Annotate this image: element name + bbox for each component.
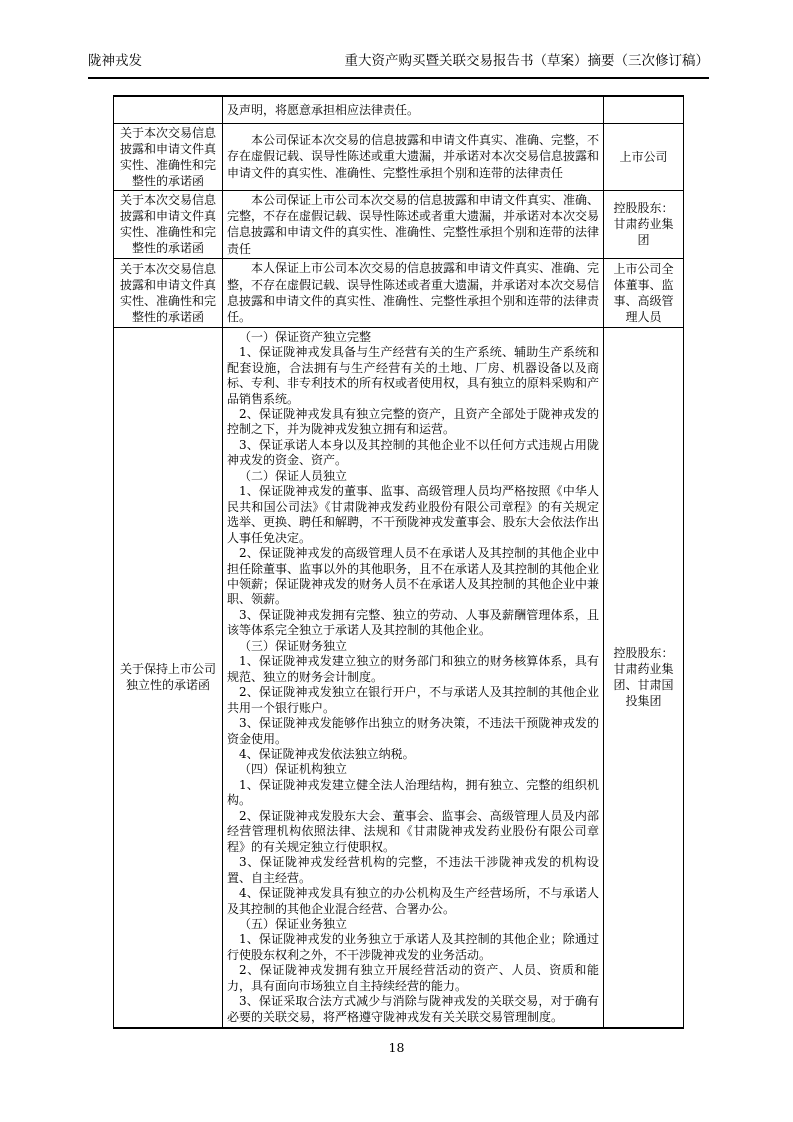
content-paragraph: 3、保证陇神戎发能够作出独立的财务决策，不违法干预陇神戎发的资金使用。 (227, 716, 599, 746)
content-paragraph: 2、保证陇神戎发具有独立完整的资产，且资产全部处于陇神戎发的控制之下，并为陇神戎发独立拥有和运营。 (227, 407, 599, 437)
content-paragraph: 1、保证陇神戎发建立独立的财务部门和独立的财务核算体系，具有规范、独立的财务会计制度。 (227, 654, 599, 684)
content-paragraph: 3、保证采取合法方式减少与消除与陇神戎发的关联交易，对于确有必要的关联交易，将严格遵守陇神戎发有关关联交易管理制度。 (227, 994, 599, 1024)
content-paragraph: 本公司保证上市公司本次交易的信息披露和申请文件真实、准确、完整，不存在虚假记载、误导性陈述或者重大遗漏，并承诺对本次交易信息披露和申请文件的真实性、准确性、完整性承担个别和连带的法律责任 (227, 192, 600, 256)
page-header (88, 53, 709, 70)
commitment-name-cell: 关于本次交易信息披露和申请文件真实性、准确性和完整性的承诺函 (114, 190, 223, 259)
content-paragraph: 1、保证陇神戎发的董事、监事、高级管理人员均严格按照《中华人民共和国公司法》《甘肃陇神戎发药业股份有限公司章程》的有关规定选举、更换、聘任和解聘，不干预陇神戎发董事会、股东大会依法作出人事任免决定。 (227, 484, 600, 545)
commitment-name-cell: 关于保持上市公司独立性的承诺函 (114, 327, 223, 1028)
content-paragraph: 3、保证承诺人本身以及其控制的其他企业不以任何方式违规占用陇神戎发的资金、资产。 (227, 437, 599, 468)
page-number: 18 (388, 1040, 405, 1055)
content-paragraph: 1、保证陇神戎发的业务独立于承诺人及其控制的其他企业；除通过行使股东权利之外，不干涉陇神戎发的业务活动。 (227, 932, 599, 962)
commitment-content-cell (223, 259, 604, 328)
commitment-party-cell: 控股股东：甘肃药业集团、甘肃国投集团 (604, 327, 684, 1028)
content-paragraph: （一）保证资产独立完整 (239, 329, 372, 344)
header-divider (88, 77, 709, 79)
content-paragraph: 4、保证陇神戎发具有独立的办公机构及生产经营场所，不与承诺人及其控制的其他企业混合经营、合署办公。 (227, 886, 599, 916)
commitment-party-cell: 上市公司 (604, 123, 684, 190)
commitment-name-cell: 关于本次交易信息披露和申请文件真实性、准确性和完整性的承诺函 (114, 123, 223, 190)
content-paragraph: 4、保证陇神戎发依法独立纳税。 (239, 746, 415, 761)
header-report-title: 重大资产购买暨关联交易报告书（草案）摘要（三次修订稿） (344, 53, 709, 69)
content-paragraph: 1、保证陇神戎发建立健全法人治理结构，拥有独立、完整的组织机构。 (227, 777, 599, 808)
content-paragraph: （四）保证机构独立 (239, 762, 348, 777)
header-company-name: 陇神戎发 (88, 53, 142, 69)
content-paragraph: 3、保证陇神戎发拥有完整、独立的劳动、人事及薪酬管理体系，且该等体系完全独立于承诺人及其控制的其他企业。 (227, 607, 599, 638)
content-paragraph: 2、保证陇神戎发的高级管理人员不在承诺人及其控制的其他企业中担任除董事、监事以外的其他职务，且不在承诺人及其控制的其他企业中领薪；保证陇神戎发的财务人员不在承诺人及其控制的其他企业中兼职、领薪。 (227, 546, 600, 607)
content-paragraph: 2、保证陇神戎发拥有独立开展经营活动的资产、人员、资质和能力，具有面向市场独立自主持续经营的能力。 (227, 963, 599, 993)
table-row (114, 259, 684, 328)
commitment-name-cell: 关于本次交易信息披露和申请文件真实性、准确性和完整性的承诺函 (114, 259, 223, 328)
empty-party-cell (604, 96, 684, 123)
content-paragraph: 3、保证陇神戎发经营机构的完整，不违法干涉陇神戎发的机构设置、自主经营。 (227, 855, 599, 885)
content-paragraph: 1、保证陇神戎发具备与生产经营有关的生产系统、辅助生产系统和配套设施，合法拥有与生产经营有关的土地、厂房、机器设备以及商标、专利、非专利技术的所有权或者使用权，具有独立的原料采购和产品销售系统。 (227, 345, 600, 406)
commitment-content-cell (223, 190, 604, 259)
content-paragraph: 2、保证陇神戎发独立在银行开户，不与承诺人及其控制的其他企业共用一个银行账户。 (227, 685, 599, 715)
content-paragraph: 及声明，将愿意承担相应法律责任。 (227, 102, 420, 117)
table-row (114, 96, 684, 123)
table-row (114, 190, 684, 259)
content-paragraph: 本人保证上市公司本次交易的信息披露和申请文件真实、准确、完整，不存在虚假记载、误导性陈述或者重大遗漏，并承诺对本次交易信息披露和申请文件的真实性、准确性、完整性承担个别和连带的法律责任。 (227, 261, 600, 325)
content-paragraph: 2、保证陇神戎发股东大会、董事会、监事会、高级管理人员及内部经营管理机构依照法律、法规和《甘肃陇神戎发药业股份有限公司章程》的有关规定独立行使职权。 (227, 808, 599, 854)
commitments-table (113, 95, 684, 1029)
empty-label-cell (114, 96, 223, 123)
table-row (114, 327, 684, 1028)
commitment-content-cell (223, 327, 604, 1028)
table-row (114, 123, 684, 190)
commitment-party-cell: 控股股东：甘肃药业集团 (604, 190, 684, 259)
content-paragraph: （五）保证业务独立 (239, 916, 348, 931)
content-paragraph: （二）保证人员独立 (239, 468, 348, 483)
commitment-party-cell: 上市公司全体董事、监事、高级管理人员 (604, 259, 684, 328)
content-paragraph: 本公司保证本次交易的信息披露和申请文件真实、准确、完整，不存在虚假记载、误导性陈述或重大遗漏，并承诺对本次交易信息披露和申请文件的真实性、准确性、完整性承担个别和连带的法律责任 (227, 132, 600, 180)
content-paragraph: （三）保证财务独立 (239, 638, 348, 653)
commitment-content-cell (223, 96, 604, 123)
commitment-content-cell (223, 123, 604, 190)
